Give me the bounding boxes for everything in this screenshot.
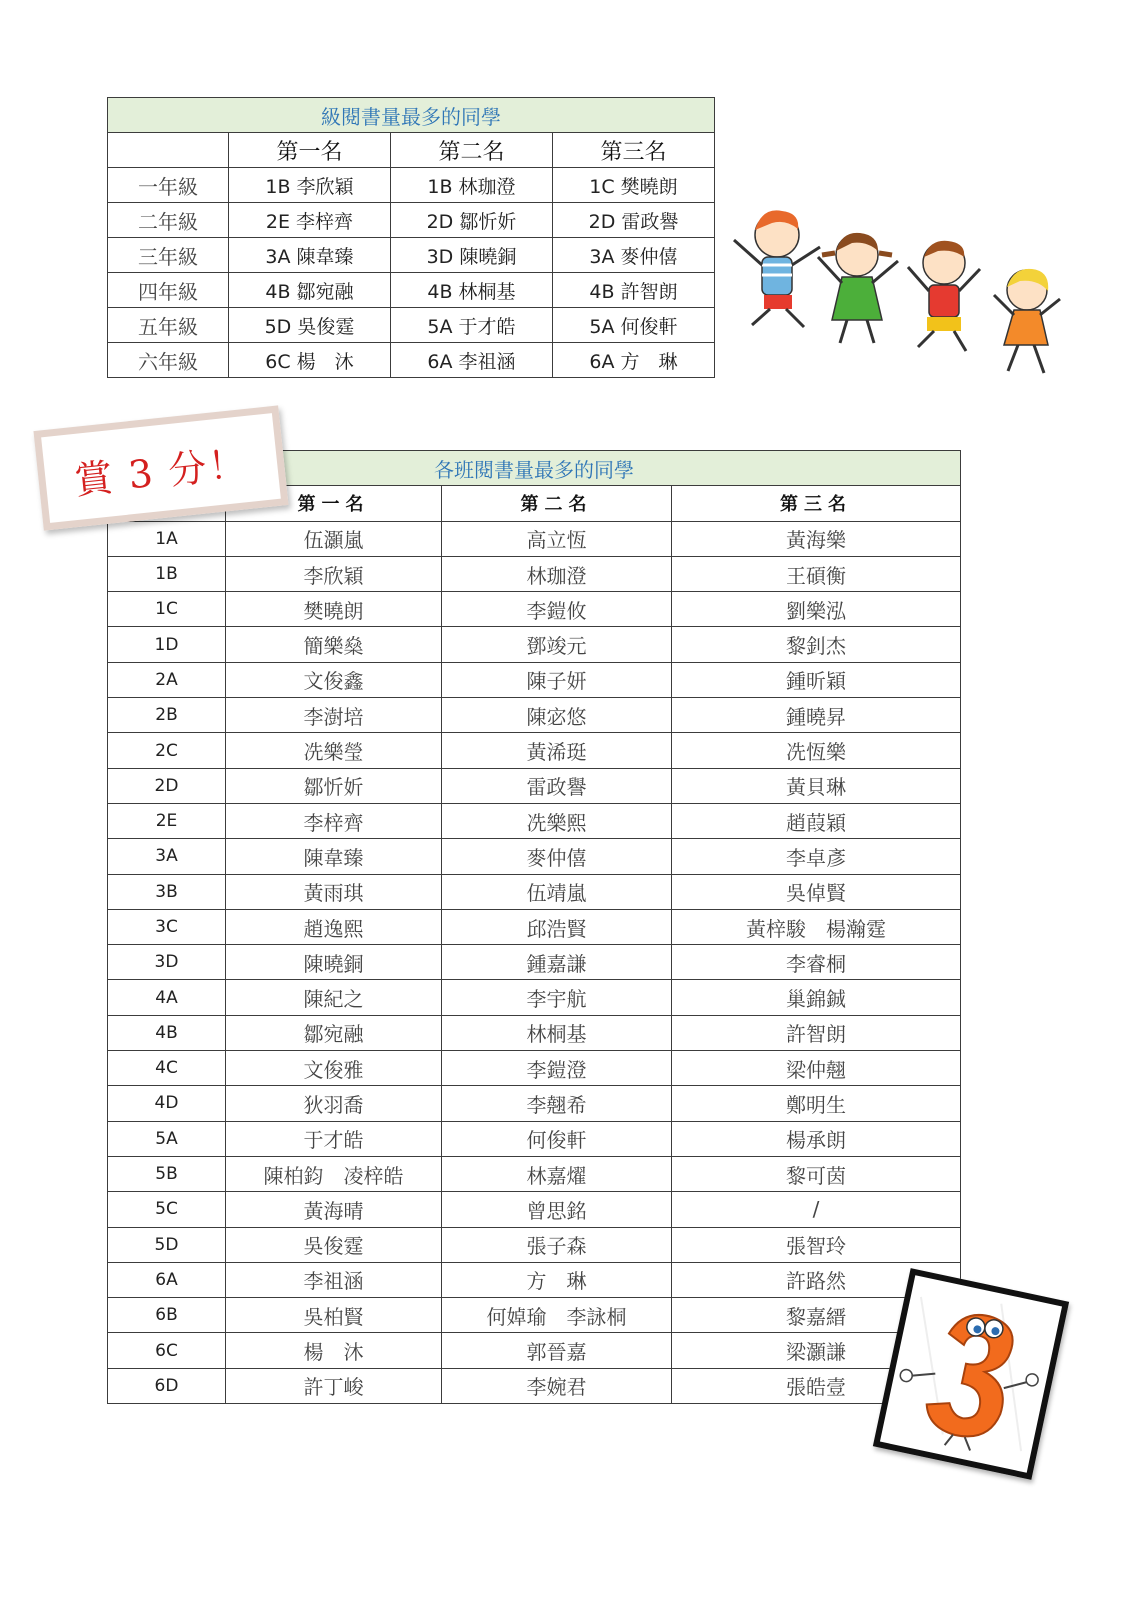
third-place-name: 鍾昕穎: [672, 662, 961, 697]
grade-table-row: [108, 168, 715, 203]
second-place-name: 陳宓悠: [442, 698, 672, 733]
class-label: 5D: [108, 1227, 226, 1262]
kid-boy-red-icon: [908, 241, 980, 351]
first-place-name: 李祖涵: [226, 1262, 442, 1297]
class-label: 3A: [108, 839, 226, 874]
class-table-title: 各班閱書量最多的同學: [108, 451, 961, 486]
third-place-name: 黃貝琳: [672, 768, 961, 803]
grade-top-readers-table: [107, 97, 715, 378]
class-label: 2E: [108, 803, 226, 838]
grade-table-row: [108, 343, 715, 378]
grade-label: 一年級: [108, 168, 229, 203]
third-place-name: 3A 麥仲僖: [552, 238, 714, 273]
first-place-name: 鄒宛融: [226, 1015, 442, 1050]
second-place-name: 2D 鄒忻妡: [390, 203, 552, 238]
first-place-name: 趙逸熙: [226, 909, 442, 944]
grade-label: 二年級: [108, 203, 229, 238]
first-place-name: 5D 吳俊霆: [228, 308, 390, 343]
class-label: 6B: [108, 1298, 226, 1333]
class-label: 2D: [108, 768, 226, 803]
kid-boy-blue-icon: [734, 210, 820, 327]
third-place-name: 楊承朗: [672, 1121, 961, 1156]
class-label: 4D: [108, 1086, 226, 1121]
second-place-name: 冼樂熙: [442, 803, 672, 838]
class-label: 1C: [108, 592, 226, 627]
second-place-name: 李鎧澄: [442, 1051, 672, 1086]
first-place-name: 3A 陳韋臻: [228, 238, 390, 273]
third-place-name: 劉樂泓: [672, 592, 961, 627]
class-table-row: [108, 1086, 961, 1121]
class-table-row: [108, 662, 961, 697]
class-label: 3C: [108, 909, 226, 944]
class-top-readers-table: [107, 450, 961, 1404]
class-header-third: 第三名: [672, 486, 961, 521]
class-table-row: [108, 627, 961, 662]
second-place-name: 5A 于才皓: [390, 308, 552, 343]
class-table-row: [108, 803, 961, 838]
third-place-name: 許路然: [672, 1262, 961, 1297]
class-header-first: 第一名: [226, 486, 442, 521]
kid-girl-orange-icon: [994, 269, 1060, 373]
class-table-row: [108, 1227, 961, 1262]
third-place-name: 巢錦鋮: [672, 980, 961, 1015]
third-place-name: 6A 方 琳: [552, 343, 714, 378]
first-place-name: 黃海晴: [226, 1192, 442, 1227]
third-place-name: 黎可茵: [672, 1156, 961, 1191]
second-place-name: 高立恆: [442, 521, 672, 556]
class-label: 5C: [108, 1192, 226, 1227]
first-place-name: 李澍培: [226, 698, 442, 733]
third-place-name: 黃梓駿 楊瀚霆: [672, 909, 961, 944]
second-place-name: 何婥瑜 李詠桐: [442, 1298, 672, 1333]
first-place-name: 樊曉朗: [226, 592, 442, 627]
first-place-name: 楊 沐: [226, 1333, 442, 1368]
grade-table-title: 級閱書量最多的同學: [108, 98, 715, 133]
class-label: 6A: [108, 1262, 226, 1297]
third-place-name: 李睿桐: [672, 945, 961, 980]
second-place-name: 4B 林桐基: [390, 273, 552, 308]
class-table-row: [108, 909, 961, 944]
class-table-row: [108, 1051, 961, 1086]
third-place-name: 4B 許智朗: [552, 273, 714, 308]
second-place-name: 鄧竣元: [442, 627, 672, 662]
first-place-name: 6C 楊 沐: [228, 343, 390, 378]
class-table-row: [108, 698, 961, 733]
class-label: 2A: [108, 662, 226, 697]
third-place-name: 吳倬賢: [672, 874, 961, 909]
first-place-name: 吳俊霆: [226, 1227, 442, 1262]
bonus-points-stamp: 賞 3 分！: [33, 405, 288, 530]
class-table-row: [108, 1262, 961, 1297]
first-place-name: 陳曉銅: [226, 945, 442, 980]
class-label: 1B: [108, 556, 226, 591]
grade-table-body: [108, 168, 715, 378]
class-table-row: [108, 1121, 961, 1156]
third-place-name: 黎釗杰: [672, 627, 961, 662]
class-table-row: [108, 733, 961, 768]
third-place-name: 李卓彥: [672, 839, 961, 874]
class-table-row: [108, 521, 961, 556]
third-place-name: 張皓壹: [672, 1368, 961, 1403]
second-place-name: 郭晉嘉: [442, 1333, 672, 1368]
second-place-name: 李鎧攸: [442, 592, 672, 627]
second-place-name: 1B 林珈澄: [390, 168, 552, 203]
second-place-name: 林桐基: [442, 1015, 672, 1050]
kid-girl-green-icon: [818, 233, 898, 343]
first-place-name: 于才皓: [226, 1121, 442, 1156]
jumping-kids-illustration: [722, 195, 1082, 395]
grade-label: 六年級: [108, 343, 229, 378]
grade-header-first: 第一名: [228, 133, 390, 168]
class-table-row: [108, 1015, 961, 1050]
grade-label: 三年級: [108, 238, 229, 273]
class-table-row: [108, 592, 961, 627]
second-place-name: 6A 李祖涵: [390, 343, 552, 378]
first-place-name: 文俊雅: [226, 1051, 442, 1086]
class-table-row: [108, 945, 961, 980]
third-place-name: 梁灝謙: [672, 1333, 961, 1368]
second-place-name: 雷政譽: [442, 768, 672, 803]
first-place-name: 李梓齊: [226, 803, 442, 838]
second-place-name: 林珈澄: [442, 556, 672, 591]
class-label: 5A: [108, 1121, 226, 1156]
third-place-name: 許智朗: [672, 1015, 961, 1050]
class-table-row: [108, 980, 961, 1015]
second-place-name: 李宇航: [442, 980, 672, 1015]
third-place-name: 1C 樊曉朗: [552, 168, 714, 203]
second-place-name: 方 琳: [442, 1262, 672, 1297]
third-place-name: 黎嘉縉: [672, 1298, 961, 1333]
class-table-row: [108, 1333, 961, 1368]
grade-table-header-row: [108, 133, 715, 168]
grade-table-row: [108, 273, 715, 308]
class-label: 4C: [108, 1051, 226, 1086]
grade-label: 四年級: [108, 273, 229, 308]
first-place-name: 簡樂燊: [226, 627, 442, 662]
second-place-name: 林嘉燿: [442, 1156, 672, 1191]
first-place-name: 吳柏賢: [226, 1298, 442, 1333]
class-table-row: [108, 1192, 961, 1227]
second-place-name: 邱浩賢: [442, 909, 672, 944]
class-label: 4A: [108, 980, 226, 1015]
third-place-name: 梁仲翹: [672, 1051, 961, 1086]
class-label: 6C: [108, 1333, 226, 1368]
third-place-name: 冼恆樂: [672, 733, 961, 768]
first-place-name: 陳紀之: [226, 980, 442, 1015]
first-place-name: 陳韋臻: [226, 839, 442, 874]
first-place-name: 文俊鑫: [226, 662, 442, 697]
class-label: 1D: [108, 627, 226, 662]
third-place-name: 5A 何俊軒: [552, 308, 714, 343]
third-place-name: 趙葭穎: [672, 803, 961, 838]
class-label: 4B: [108, 1015, 226, 1050]
class-table-row: [108, 874, 961, 909]
first-place-name: 許丁峻: [226, 1368, 442, 1403]
second-place-name: 3D 陳曉銅: [390, 238, 552, 273]
class-header-second: 第二名: [442, 486, 672, 521]
grade-label: 五年級: [108, 308, 229, 343]
class-label: 6D: [108, 1368, 226, 1403]
third-place-name: 2D 雷政譽: [552, 203, 714, 238]
class-table-row: [108, 839, 961, 874]
grade-table-row: [108, 238, 715, 273]
second-place-name: 李婉君: [442, 1368, 672, 1403]
grade-table-row: [108, 203, 715, 238]
first-place-name: 1B 李欣穎: [228, 168, 390, 203]
second-place-name: 李翹希: [442, 1086, 672, 1121]
second-place-name: 曾思銘: [442, 1192, 672, 1227]
first-place-name: 陳柏鈞 凌梓皓: [226, 1156, 442, 1191]
third-place-name: 黃海樂: [672, 521, 961, 556]
grade-table-row: [108, 308, 715, 343]
second-place-name: 何俊軒: [442, 1121, 672, 1156]
second-place-name: 張子森: [442, 1227, 672, 1262]
first-place-name: 鄒忻妡: [226, 768, 442, 803]
first-place-name: 4B 鄒宛融: [228, 273, 390, 308]
second-place-name: 黃浠珽: [442, 733, 672, 768]
first-place-name: 冼樂瑩: [226, 733, 442, 768]
third-place-name: 鍾曉昇: [672, 698, 961, 733]
class-label: 1A: [108, 521, 226, 556]
class-table-row: [108, 1156, 961, 1191]
class-label: 2B: [108, 698, 226, 733]
class-table-body: [108, 521, 961, 1403]
third-place-name: /: [672, 1192, 961, 1227]
third-place-name: 張智玲: [672, 1227, 961, 1262]
class-table-row: [108, 768, 961, 803]
class-table-row: [108, 556, 961, 591]
first-place-name: 狄羽喬: [226, 1086, 442, 1121]
second-place-name: 麥仲僖: [442, 839, 672, 874]
first-place-name: 2E 李梓齊: [228, 203, 390, 238]
class-label: 3B: [108, 874, 226, 909]
grade-header-empty: [108, 133, 229, 168]
grade-header-second: 第二名: [390, 133, 552, 168]
class-label: 5B: [108, 1156, 226, 1191]
class-label: 2C: [108, 733, 226, 768]
class-table-row: [108, 1368, 961, 1403]
second-place-name: 鍾嘉謙: [442, 945, 672, 980]
grade-header-third: 第三名: [552, 133, 714, 168]
first-place-name: 李欣穎: [226, 556, 442, 591]
third-place-name: 鄭明生: [672, 1086, 961, 1121]
class-table-row: [108, 1298, 961, 1333]
second-place-name: 陳子妍: [442, 662, 672, 697]
class-label: 3D: [108, 945, 226, 980]
first-place-name: 黃雨琪: [226, 874, 442, 909]
first-place-name: 伍灝嵐: [226, 521, 442, 556]
third-place-name: 王碩衡: [672, 556, 961, 591]
second-place-name: 伍靖嵐: [442, 874, 672, 909]
